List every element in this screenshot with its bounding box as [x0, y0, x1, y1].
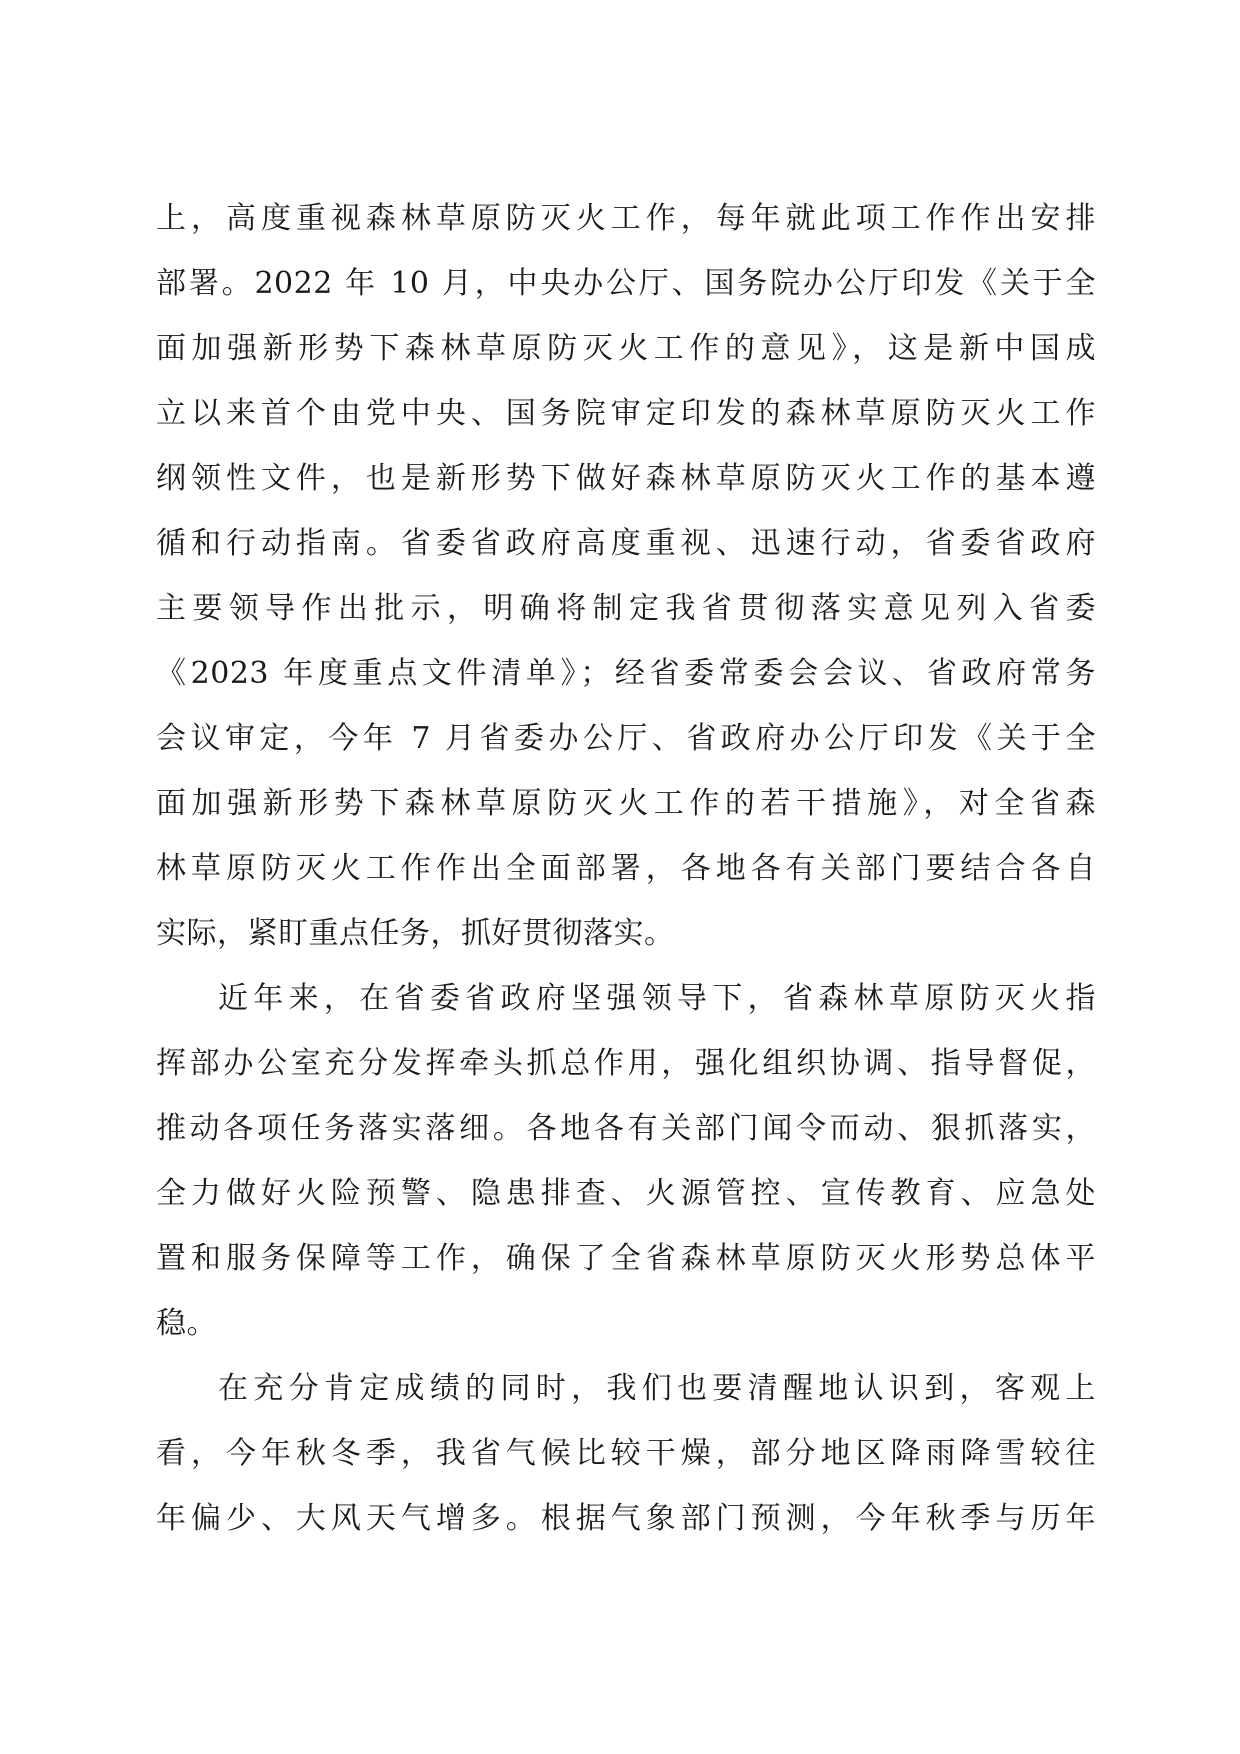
text-line: 立以来首个由党中央、国务院审定印发的森林草原防灭火工作: [156, 396, 1096, 431]
text-line: 置和服务保障等工作，确保了全省森林草原防灭火形势总体平: [156, 1241, 1096, 1276]
text-line: 部署。2022 年 10 月，中央办公厅、国务院办公厅印发《关于全: [156, 266, 1096, 301]
paragraph-start-line: 近年来，在省委省政府坚强领导下，省森林草原防灭火指: [218, 981, 1096, 1016]
text-line: 面加强新形势下森林草原防灭火工作的意见》，这是新中国成: [156, 331, 1096, 366]
text-line: 实际，紧盯重点任务，抓好贯彻落实。: [156, 916, 675, 951]
text-line: 看，今年秋冬季，我省气候比较干燥，部分地区降雨降雪较往: [156, 1436, 1096, 1471]
text-line: 上，高度重视森林草原防灭火工作，每年就此项工作作出安排: [156, 201, 1096, 236]
body-text: [156, 186, 1096, 1551]
text-line: 会议审定，今年 7 月省委办公厅、省政府办公厅印发《关于全: [156, 721, 1096, 756]
text-line: 稳。: [156, 1306, 217, 1341]
paragraph-start-line: 在充分肯定成绩的同时，我们也要清醒地认识到，客观上: [218, 1371, 1096, 1406]
text-line: 挥部办公室充分发挥牵头抓总作用，强化组织协调、指导督促，: [156, 1046, 1096, 1081]
text-line: 纲领性文件，也是新形势下做好森林草原防灭火工作的基本遵: [156, 461, 1096, 496]
text-line: 林草原防灭火工作作出全面部署，各地各有关部门要结合各自: [156, 851, 1096, 886]
text-line: 《2023 年度重点文件清单》；经省委常委会会议、省政府常务: [156, 656, 1096, 691]
text-line: 年偏少、大风天气增多。根据气象部门预测，今年秋季与历年: [156, 1501, 1096, 1536]
text-line: 推动各项任务落实落细。各地各有关部门闻令而动、狠抓落实，: [156, 1111, 1096, 1146]
text-line: 循和行动指南。省委省政府高度重视、迅速行动，省委省政府: [156, 526, 1096, 561]
text-line: 全力做好火险预警、隐患排查、火源管控、宣传教育、应急处: [156, 1176, 1096, 1211]
text-line: 主要领导作出批示，明确将制定我省贯彻落实意见列入省委: [156, 591, 1096, 626]
text-line: 面加强新形势下森林草原防灭火工作的若干措施》，对全省森: [156, 786, 1096, 821]
